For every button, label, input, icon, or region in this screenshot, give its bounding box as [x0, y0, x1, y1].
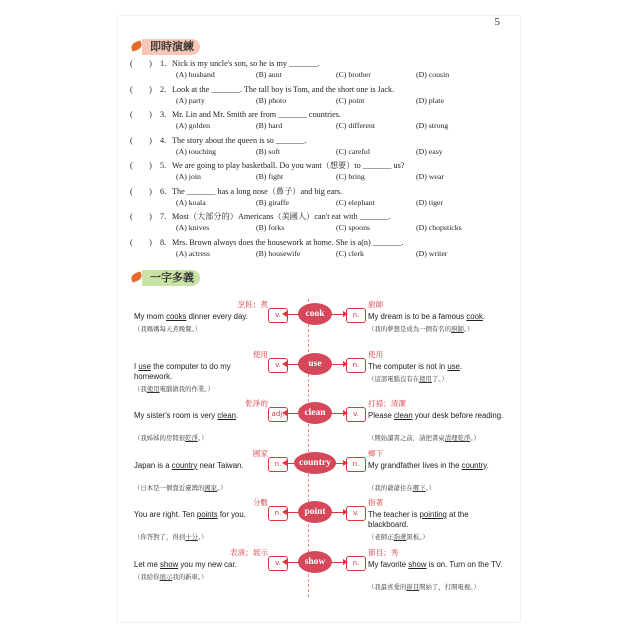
right-part-of-speech: v. — [346, 407, 366, 422]
translation-text: （日本是一個靠近臺灣的 — [134, 483, 205, 492]
option[interactable]: (C) spoons — [336, 223, 371, 232]
page-number: 5 — [494, 16, 500, 28]
option[interactable]: (A) touching — [176, 146, 217, 156]
keyword-underlined: pointing — [419, 510, 447, 519]
arrow-right-icon — [330, 512, 344, 513]
translation-text: 開始了，打開電視。） — [419, 582, 480, 591]
translation-text: 。） — [197, 533, 208, 541]
translation-keyword: 廚師 — [451, 325, 464, 333]
question-number: 3. — [160, 110, 167, 119]
left-part-of-speech: adj. — [268, 407, 288, 422]
left-part-of-speech: v. — [268, 358, 288, 373]
translation-keyword: 國家 — [204, 483, 218, 492]
right-part-of-speech: n. — [346, 556, 366, 571]
option[interactable]: (B) aunt — [256, 70, 282, 79]
question-line — [130, 58, 320, 69]
right-meaning: 鄉下 — [368, 448, 384, 458]
option[interactable]: (B) soft — [256, 146, 281, 156]
headword-oval: point — [298, 501, 332, 523]
sentence-text: is on. Turn on the TV. — [426, 559, 503, 569]
left-part-of-speech: n. — [268, 506, 288, 521]
question-number: 2. — [160, 84, 167, 94]
option[interactable]: (B) housewife — [256, 248, 301, 258]
translation-keyword: 清理乾淨 — [444, 434, 471, 442]
translation-text: （你答對了，得到 — [134, 533, 186, 541]
left-translation — [134, 433, 274, 442]
option[interactable]: (B) fight — [256, 172, 284, 181]
right-sentence — [368, 362, 508, 372]
translation-text: （我姊姊的房間很 — [134, 434, 186, 442]
option[interactable]: (C) clerk — [336, 248, 364, 258]
sentence-text: Please — [368, 411, 395, 420]
sentence-text: you my new car. — [178, 559, 237, 569]
keyword-underlined: clean — [394, 411, 413, 420]
arrow-right-icon — [330, 364, 344, 365]
right-sentence — [368, 461, 508, 471]
section-title: 即時演練 — [142, 39, 200, 55]
right-meaning: 使用 — [368, 349, 384, 359]
answer-blank[interactable]: ( ) — [130, 135, 152, 145]
translation-keyword: 節目 — [406, 582, 420, 591]
section-header-practice — [130, 38, 200, 55]
keyword-underlined: show — [408, 559, 427, 569]
translation-text: （我媽媽每天煮晚餐。） — [134, 325, 202, 333]
right-translation — [368, 324, 513, 333]
right-meaning: 廚師 — [368, 300, 384, 309]
option[interactable]: (A) actress — [176, 248, 210, 258]
translation-text: 。） — [470, 434, 480, 442]
translation-keyword: 展示 — [159, 572, 173, 581]
translation-text: （這部電腦沒有在 — [368, 374, 420, 383]
answer-blank[interactable]: ( ) — [130, 212, 152, 221]
option[interactable]: (D) chopsticks — [416, 223, 462, 232]
option[interactable]: (C) careful — [336, 146, 370, 156]
arrow-right-icon — [330, 562, 344, 563]
sentence-text: My dream is to be a famous — [368, 312, 467, 321]
translation-text: 。） — [217, 483, 227, 492]
left-sentence — [134, 312, 264, 322]
sentence-text: for you. — [217, 510, 246, 519]
section-title: 一字多義 — [142, 270, 200, 286]
translation-keyword: 使用 — [146, 384, 160, 393]
meaning-row — [118, 349, 520, 399]
arrow-right-icon — [330, 413, 344, 414]
question-text: Most（大部分的）Americans（美國人）can't eat with _______. — [172, 212, 391, 221]
keyword-underlined: use — [447, 361, 460, 371]
sentence-text: You are right. Ten — [134, 510, 197, 519]
option[interactable]: (D) tiger — [416, 197, 444, 207]
keyword-underlined: clean — [217, 411, 237, 420]
option[interactable]: (B) hard — [256, 121, 283, 130]
answer-blank[interactable]: ( ) — [130, 237, 152, 247]
option[interactable]: (D) writer — [416, 248, 448, 258]
question-line — [130, 84, 394, 95]
translation-text: （我的爺爺住在 — [368, 483, 413, 492]
answer-blank[interactable]: ( ) — [130, 161, 152, 170]
right-meaning: 打掃；清潔 — [368, 399, 406, 408]
keyword-underlined: cooks — [166, 312, 187, 321]
workbook-page — [118, 16, 520, 622]
answer-blank[interactable]: ( ) — [130, 84, 152, 94]
option[interactable]: (A) party — [176, 95, 205, 105]
leaf-icon — [130, 271, 144, 285]
headword-oval: country — [294, 452, 336, 474]
translation-text: （我最喜愛的 — [368, 582, 407, 591]
sentence-text: The computer is not in — [368, 361, 448, 371]
left-part-of-speech: v. — [268, 556, 288, 571]
answer-blank[interactable]: ( ) — [130, 59, 152, 68]
option[interactable]: (A) join — [176, 172, 201, 181]
translation-text: （我 — [134, 384, 147, 393]
right-meaning: 節目；秀 — [368, 547, 399, 557]
right-sentence — [368, 312, 508, 322]
translation-text: 黑板。） — [406, 533, 429, 541]
left-meaning: 乾淨的 — [245, 399, 268, 408]
leaf-icon — [130, 40, 144, 54]
option[interactable]: (A) golden — [176, 121, 210, 130]
option[interactable]: (C) different — [336, 121, 376, 130]
sentence-text: . — [236, 411, 239, 420]
option[interactable]: (D) easy — [416, 146, 443, 156]
sentence-text: dinner every day. — [186, 312, 248, 321]
left-translation — [134, 532, 274, 541]
option[interactable]: (C) point — [336, 95, 365, 105]
right-part-of-speech: n. — [346, 457, 366, 472]
keyword-underlined: points — [196, 510, 218, 519]
option[interactable]: (C) elephant — [336, 197, 375, 207]
question-line — [130, 109, 341, 120]
left-meaning: 國家 — [252, 448, 268, 458]
question-text: Nick is my uncle's son, so he is my _______. — [172, 59, 320, 68]
question-line — [130, 237, 404, 248]
keyword-underlined: use — [138, 361, 151, 371]
question-number: 7. — [160, 212, 167, 221]
option[interactable]: (A) koala — [176, 197, 206, 207]
keyword-underlined: country — [171, 460, 198, 470]
headword-oval: cook — [298, 303, 332, 325]
translation-keyword: 十分 — [185, 533, 198, 541]
sentence-text: . — [482, 312, 486, 321]
question-line — [130, 211, 390, 222]
sentence-text: The teacher is — [368, 510, 420, 519]
arrow-right-icon — [330, 314, 344, 315]
section-header-multi-meaning — [130, 269, 200, 286]
answer-blank[interactable]: ( ) — [130, 110, 152, 119]
left-meaning: 分數 — [252, 498, 268, 507]
translation-keyword: 乾淨 — [185, 434, 198, 442]
question-line — [130, 186, 342, 197]
option[interactable]: (A) husband — [176, 70, 215, 79]
headword-oval: clean — [298, 402, 332, 424]
sentence-text: My grandfather lives in the — [368, 460, 462, 470]
question-text: Mr. Lin and Mr. Smith are from _______ countries. — [172, 110, 341, 119]
translation-text: （我給你 — [134, 572, 160, 581]
headword-oval: show — [298, 551, 332, 573]
left-part-of-speech: n. — [268, 457, 288, 472]
sentence-text: Japan is a — [134, 460, 172, 470]
question-number: 8. — [160, 237, 167, 247]
translation-text: （開始讀書之前，請把書桌 — [368, 434, 445, 442]
translation-text: （老師正 — [368, 533, 394, 541]
left-meaning: 表演；展示 — [230, 547, 268, 557]
right-sentence — [368, 560, 508, 570]
keyword-underlined: country — [461, 460, 487, 470]
right-translation — [368, 374, 513, 383]
sentence-text: My favorite — [368, 559, 409, 569]
left-translation — [134, 384, 274, 393]
left-sentence — [134, 411, 264, 421]
right-translation — [368, 483, 513, 492]
meaning-row — [118, 497, 520, 547]
sentence-text: My mom — [134, 312, 167, 321]
sentence-text: Let me — [134, 559, 161, 569]
left-meaning: 烹飪；煮 — [237, 300, 268, 309]
option[interactable]: (C) brother — [336, 70, 371, 79]
translation-keyword: 使用 — [419, 374, 432, 383]
keyword-underlined: cook — [466, 312, 483, 321]
translation-text: 。） — [463, 325, 474, 333]
sentence-text: . — [486, 460, 489, 470]
question-line — [130, 160, 404, 171]
sentence-text: at the blackboard. — [368, 510, 469, 529]
question-number: 4. — [160, 135, 167, 145]
meaning-row — [118, 398, 520, 448]
left-translation — [134, 324, 274, 333]
question-text: Mrs. Brown always does the housework at home. She is a(n) _______. — [172, 237, 404, 247]
option[interactable]: (D) strong — [416, 121, 449, 130]
meaning-row — [118, 547, 520, 597]
left-sentence — [134, 510, 264, 520]
sentence-text: I — [134, 361, 139, 371]
answer-blank[interactable]: ( ) — [130, 186, 152, 196]
translation-keyword: 鄉下 — [412, 483, 426, 492]
option[interactable]: (B) photo — [256, 95, 287, 105]
translation-text: 。） — [425, 483, 436, 492]
headword-oval: use — [298, 353, 332, 375]
translation-text: 我的新車。） — [172, 572, 208, 581]
meaning-row — [118, 448, 520, 498]
translation-keyword: 指著 — [393, 533, 407, 541]
left-sentence — [134, 461, 264, 471]
right-translation — [368, 582, 513, 591]
right-translation — [368, 532, 513, 541]
left-sentence — [134, 560, 264, 570]
right-translation — [368, 433, 513, 442]
right-meaning: 指著 — [368, 498, 384, 507]
question-text: The story about the queen is so _______. — [172, 135, 307, 145]
option[interactable]: (D) cousin — [416, 70, 450, 79]
option[interactable]: (D) wear — [416, 172, 444, 181]
right-sentence — [368, 411, 508, 421]
right-sentence — [368, 510, 508, 530]
question-number: 1. — [160, 59, 167, 68]
translation-text: 電腦做我的作業。） — [159, 384, 214, 393]
question-line — [130, 135, 307, 146]
question-text: The _______ has a long nose（鼻子）and big ears. — [172, 186, 343, 196]
left-translation — [134, 572, 274, 581]
translation-text: （我的夢想是成為一個有名的 — [368, 325, 452, 333]
translation-text: 。） — [197, 434, 208, 442]
right-part-of-speech: v. — [346, 506, 366, 521]
left-meaning: 使用 — [252, 349, 268, 359]
question-number: 6. — [160, 186, 167, 196]
keyword-underlined: show — [160, 559, 179, 569]
right-part-of-speech: n. — [346, 308, 366, 323]
translation-text: 了。） — [431, 374, 448, 383]
sentence-text: My sister's room is very — [134, 411, 218, 420]
question-text: We are going to play basketball. Do you want（想要）to _______ us? — [172, 161, 405, 170]
option[interactable]: (D) plate — [416, 95, 444, 105]
right-part-of-speech: n. — [346, 358, 366, 373]
meaning-row — [118, 299, 520, 349]
sentence-text: the computer to do my homework. — [134, 361, 231, 381]
left-sentence — [134, 362, 264, 382]
sentence-text: your desk before reading. — [412, 411, 504, 420]
question-number: 5. — [160, 161, 167, 170]
left-part-of-speech: v. — [268, 308, 288, 323]
option[interactable]: (A) knives — [176, 223, 210, 232]
option[interactable]: (C) bring — [336, 172, 365, 181]
left-translation — [134, 483, 274, 492]
option[interactable]: (B) forks — [256, 223, 285, 232]
question-text: Look at the _______. The tall boy is Tom, and the short one is Jack. — [172, 84, 395, 94]
option[interactable]: (B) giraffe — [256, 197, 289, 207]
sentence-text: near Taiwan. — [197, 460, 244, 470]
sentence-text: . — [459, 361, 463, 371]
